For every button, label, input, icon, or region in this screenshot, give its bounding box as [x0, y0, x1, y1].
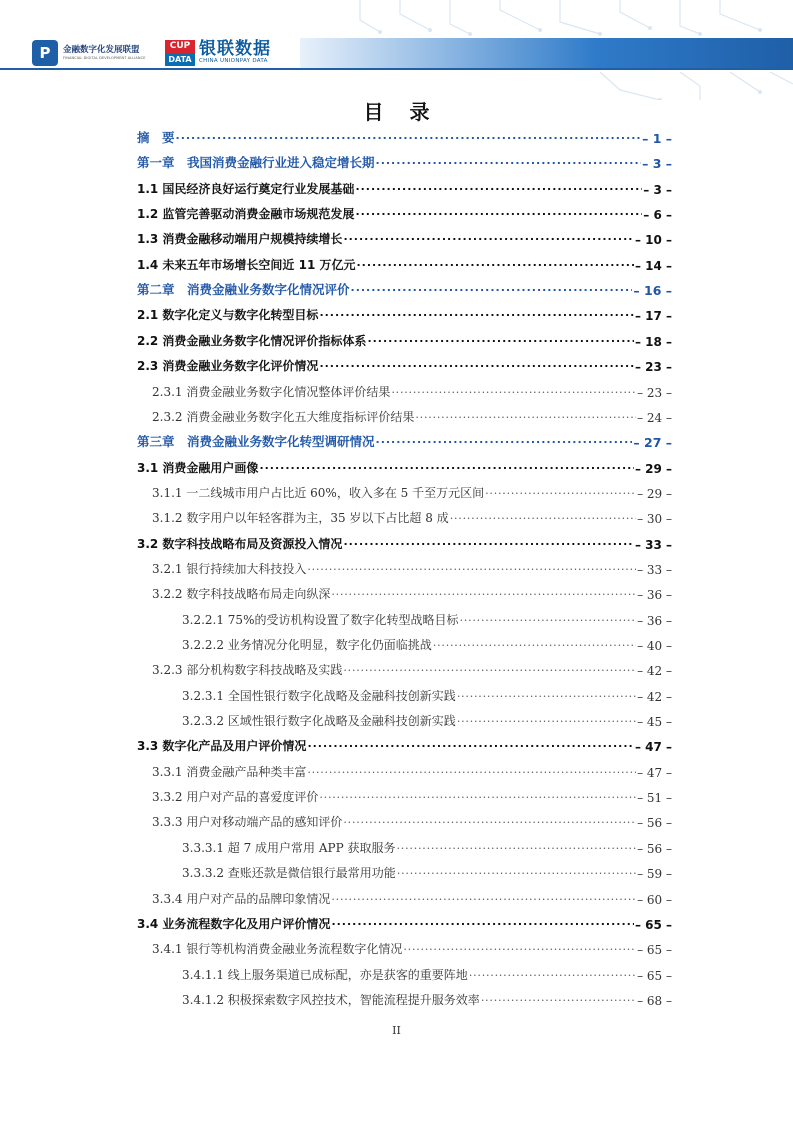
toc-entry[interactable] [137, 299, 672, 323]
toc-entry[interactable] [137, 122, 672, 146]
page-header [0, 0, 793, 100]
toc-leader-dots [259, 459, 634, 473]
toc-entry-label: 3.4.1 银行等机构消费金融业务流程数字化情况 [152, 942, 403, 957]
toc-entry[interactable] [152, 502, 672, 526]
toc-entry[interactable] [137, 528, 672, 552]
page-number: II [392, 1024, 401, 1037]
toc-leader-dots [457, 712, 636, 726]
toc-entry-label: 3.2.1 银行持续加大科技投入 [152, 561, 307, 576]
toc-entry[interactable] [182, 629, 672, 653]
toc-entry-page: – 59 – [637, 867, 672, 882]
toc-leader-dots [403, 940, 636, 954]
toc-entry-page: – 65 – [637, 943, 672, 958]
toc-entry[interactable] [182, 604, 672, 628]
toc-entry-label: 3.4.1.1 线上服务渠道已成标配，亦是获客的重要阵地 [182, 967, 468, 982]
toc-leader-dots [331, 915, 634, 929]
toc-leader-dots [355, 180, 642, 194]
toc-entry-page: – 17 – [634, 309, 672, 324]
toc-leader-dots [415, 408, 636, 422]
toc-entry-page: – 30 – [637, 512, 672, 527]
toc-entry[interactable] [152, 654, 672, 678]
toc-entry[interactable] [152, 781, 672, 805]
toc-entry-label: 3.4 业务流程数字化及用户评价情况 [137, 916, 331, 931]
toc-entry[interactable] [182, 832, 672, 856]
toc-entry[interactable] [137, 908, 672, 932]
toc-entry-page: – 65 – [637, 968, 672, 983]
toc-entry[interactable] [152, 883, 672, 907]
toc-leader-dots [343, 813, 636, 827]
toc-entry[interactable] [137, 730, 672, 754]
toc-leader-dots [391, 383, 636, 397]
toc-leader-dots [367, 332, 634, 346]
toc-entry-page: – 47 – [634, 740, 672, 755]
cup-data-icon: CUP DATA [165, 40, 195, 66]
toc-leader-dots [433, 636, 636, 650]
toc-entry[interactable] [137, 426, 672, 450]
toc-leader-dots [457, 687, 636, 701]
toc-entry-page: – 36 – [637, 613, 672, 628]
toc-entry-label: 第三章 消费金融业务数字化转型调研情况 [137, 434, 375, 450]
toc-entry-label: 3.1.1 一二线城市用户占比近 60%，收入多在 5 千至万元区间 [152, 485, 485, 500]
toc-entry-label: 3.2.3.2 区域性银行数字化战略及金融科技创新实践 [182, 714, 456, 729]
unionpay-data-name: 银联数据 [199, 39, 271, 60]
toc-leader-dots [176, 129, 642, 143]
toc-entry-label: 3.3.1 消费金融产品种类丰富 [152, 764, 307, 779]
toc-entry-label: 2.2 消费金融业务数字化情况评价指标体系 [137, 333, 367, 348]
toc-entry-page: – 65 – [634, 917, 672, 932]
toc-entry-label: 3.3.3.2 查账还款是微信银行最常用功能 [182, 866, 396, 881]
toc-entry-page: – 29 – [634, 461, 672, 476]
toc-leader-dots [319, 306, 634, 320]
toc-entry-page: – 29 – [637, 486, 672, 501]
toc-entry-page: – 3 – [642, 156, 672, 172]
toc-entry-page: – 47 – [637, 765, 672, 780]
toc-entry[interactable] [182, 680, 672, 704]
toc-entry-page: – 45 – [637, 715, 672, 730]
toc-entry-page: – 23 – [637, 385, 672, 400]
toc-entry-label: 3.2.3.1 全国性银行数字化战略及金融科技创新实践 [182, 688, 456, 703]
unionpay-data-name-en: CHINA UNIONPAY DATA [199, 58, 268, 65]
toc-entry-page: – 18 – [634, 334, 672, 349]
toc-entry-page: – 6 – [643, 208, 672, 223]
toc-entry[interactable] [182, 705, 672, 729]
toc-entry-label: 2.1 数字化定义与数字化转型目标 [137, 308, 319, 323]
toc-entry-page: – 56 – [637, 816, 672, 831]
toc-leader-dots [319, 788, 636, 802]
toc-entry[interactable] [152, 806, 672, 830]
toc-leader-dots [459, 611, 636, 625]
toc-entry[interactable] [182, 984, 672, 1008]
toc-leader-dots [307, 560, 636, 574]
toc-entry[interactable] [137, 223, 672, 247]
toc-entry-page: – 3 – [643, 182, 672, 197]
toc-entry-page: – 10 – [634, 233, 672, 248]
toc-entry-label: 3.2 数字科技战略布局及资源投入情况 [137, 536, 343, 551]
toc-entry-label: 3.3.4 用户对产品的品牌印象情况 [152, 891, 331, 906]
toc-leader-dots [481, 991, 636, 1005]
toc-entry[interactable] [152, 933, 672, 957]
toc-entry-page: – 51 – [637, 791, 672, 806]
toc-leader-dots [376, 154, 642, 168]
toc-entry-page: – 14 – [634, 258, 672, 273]
toc-entry[interactable] [137, 325, 672, 349]
toc-entry-label: 摘 要 [137, 130, 175, 145]
toc-entry[interactable] [152, 553, 672, 577]
toc-leader-dots [343, 535, 634, 549]
toc-leader-dots [331, 890, 636, 904]
toc-leader-dots [351, 281, 633, 295]
toc-leader-dots [307, 737, 634, 751]
toc-entry[interactable] [152, 401, 672, 425]
toc-entry[interactable] [182, 857, 672, 881]
toc-entry-page: – 23 – [634, 360, 672, 375]
toc-entry[interactable] [152, 756, 672, 780]
toc-entry-label: 第二章 消费金融业务数字化情况评价 [137, 282, 350, 298]
alliance-name-en: FINANCIAL DIGITAL DEVELOPMENT ALLIANCE [63, 55, 146, 60]
toc-entry-page: – 68 – [637, 993, 672, 1008]
toc-leader-dots [450, 509, 636, 523]
toc-leader-dots [331, 585, 636, 599]
toc-leader-dots [376, 433, 633, 447]
toc-entry-label: 3.2.3 部分机构数字科技战略及实践 [152, 663, 343, 678]
toc-entry[interactable] [137, 198, 672, 222]
unionpay-data-logo [165, 39, 271, 67]
alliance-logo [32, 40, 146, 66]
toc-leader-dots [307, 763, 636, 777]
toc-entry-label: 3.1 消费金融用户画像 [137, 460, 259, 475]
toc-entry-label: 3.2.2 数字科技战略布局走向纵深 [152, 587, 331, 602]
toc-entry-label: 3.4.1.2 积极探索数字风控技术，智能流程提升服务效率 [182, 992, 480, 1007]
alliance-logo-icon: P [32, 40, 58, 66]
toc-leader-dots [397, 839, 637, 853]
toc-leader-dots [397, 864, 636, 878]
toc-entry-label: 3.3.3.1 超 7 成用户常用 APP 获取服务 [182, 840, 396, 855]
toc-entry[interactable] [152, 578, 672, 602]
toc-leader-dots [485, 484, 636, 498]
toc-leader-dots [355, 205, 642, 219]
toc-entry-page: – 33 – [634, 537, 672, 552]
toc-entry-label: 3.3 数字化产品及用户评价情况 [137, 739, 307, 754]
toc-entry-label: 2.3.2 消费金融业务数字化五大维度指标评价结果 [152, 409, 415, 424]
toc-entry-label: 2.3 消费金融业务数字化评价情况 [137, 359, 319, 374]
toc-leader-dots [343, 661, 636, 675]
toc-entry-label: 1.4 未来五年市场增长空间近 11 万亿元 [137, 257, 356, 272]
toc-entry-page: – 24 – [637, 410, 672, 425]
toc-entry-label: 3.3.2 用户对产品的喜爱度评价 [152, 790, 319, 805]
toc-entry-label: 1.2 监管完善驱动消费金融市场规范发展 [137, 207, 355, 222]
alliance-name: 金融数字化发展联盟 [63, 45, 140, 55]
toc-entry[interactable] [152, 477, 672, 501]
toc-entry-page: – 42 – [637, 664, 672, 679]
toc-entry-page: – 60 – [637, 892, 672, 907]
toc-entry[interactable] [137, 173, 672, 197]
toc-leader-dots [357, 256, 634, 270]
toc-entry-label: 3.1.2 数字用户以年轻客群为主，35 岁以下占比超 8 成 [152, 511, 449, 526]
toc-leader-dots [319, 357, 634, 371]
toc-leader-dots [469, 966, 636, 980]
toc-title: 目录 [363, 100, 456, 124]
toc-entry[interactable] [182, 959, 672, 983]
toc-entry-label: 2.3.1 消费金融业务数字化情况整体评价结果 [152, 384, 391, 399]
toc-entry-label: 3.2.2.1 75%的受访机构设置了数字化转型战略目标 [182, 612, 459, 627]
toc-entry-page: – 16 – [633, 283, 672, 299]
toc-entry[interactable] [137, 350, 672, 374]
toc-entry-label: 3.3.3 用户对移动端产品的感知评价 [152, 815, 343, 830]
toc-entry[interactable] [137, 274, 672, 298]
toc-entry-label: 1.3 消费金融移动端用户规模持续增长 [137, 232, 343, 247]
toc-entry-page: – 1 – [642, 131, 672, 146]
header-band-gradient [300, 38, 793, 68]
toc-entry-page: – 40 – [637, 639, 672, 653]
toc-entry-page: – 33 – [637, 562, 672, 577]
toc-entry-label: 3.2.2.2 业务情况分化明显，数字化仍面临挑战 [182, 638, 432, 652]
toc-entry-page: – 42 – [637, 689, 672, 704]
toc-entry-label: 1.1 国民经济良好运行奠定行业发展基础 [137, 181, 355, 196]
toc-entry-page: – 56 – [637, 841, 672, 856]
toc-entry[interactable] [152, 376, 672, 400]
toc-entry-page: – 27 – [633, 435, 672, 451]
toc-entry[interactable] [137, 147, 672, 171]
toc-leader-dots [343, 230, 634, 244]
toc-entry-label: 第一章 我国消费金融行业进入稳定增长期 [137, 155, 375, 171]
toc-entry-page: – 36 – [637, 588, 672, 603]
toc-entry[interactable] [137, 249, 672, 273]
toc-entry[interactable] [137, 452, 672, 476]
